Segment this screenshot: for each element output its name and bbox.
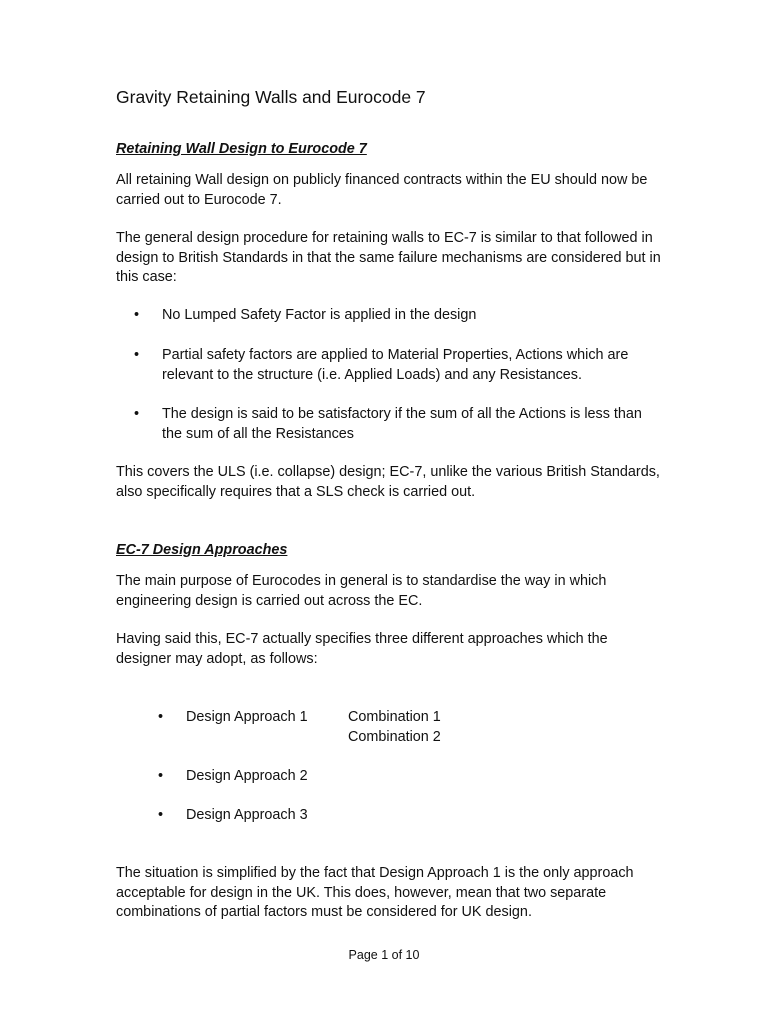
bullet-dot-icon: •: [134, 406, 140, 422]
paragraph-general-procedure: The general design procedure for retaining walls to EC-7 is similar to that followed in design to British Standards in that the same failure mechanisms are considered but in this case:: [116, 230, 661, 285]
bullet-text: No Lumped Safety Factor is applied in the design: [162, 307, 477, 323]
paragraph-uls-sls: This covers the ULS (i.e. collapse) design; EC-7, unlike the various British Standards, also specifically requires that a SLS check is carried out.: [116, 464, 660, 500]
bullet-dot-icon: •: [158, 768, 164, 784]
bullet-dot-icon: •: [134, 347, 140, 363]
design-approach-label: Design Approach 1: [186, 709, 308, 725]
combination-list: [348, 708, 441, 747]
combination-label: Combination 1: [348, 709, 441, 725]
section-heading-retaining-wall-design: Retaining Wall Design to Eurocode 7: [116, 141, 367, 157]
paragraph-eu-contracts: All retaining Wall design on publicly financed contracts within the EU should now be carried out to Eurocode 7.: [116, 172, 648, 208]
paragraph-eurocodes-purpose: The main purpose of Eurocodes in general is to standardise the way in which engineering design is carried out across the EC.: [116, 573, 607, 609]
design-approach-label: Design Approach 2: [186, 768, 308, 784]
paragraph-uk-design: The situation is simplified by the fact that Design Approach 1 is the only approach acceptable for design in the UK. This does, however, mean that two separate combinations of partial factors must be considered for UK design.: [116, 865, 634, 920]
paragraph-three-approaches: Having said this, EC-7 actually specifies three different approaches which the designer may adopt, as follows:: [116, 631, 608, 667]
bullet-dot-icon: •: [134, 307, 140, 323]
combination-label: Combination 2: [348, 728, 441, 745]
bullet-text: The design is said to be satisfactory if the sum of all the Actions is less than the sum of all the Resistances: [162, 406, 642, 442]
section-heading-design-approaches: EC-7 Design Approaches: [116, 542, 288, 558]
bullet-text: Partial safety factors are applied to Material Properties, Actions which are relevant to the structure (i.e. Applied Loads) and any Resistances.: [162, 347, 629, 383]
document-title: Gravity Retaining Walls and Eurocode 7: [116, 87, 426, 107]
bullet-dot-icon: •: [158, 709, 164, 725]
page-number: Page 1 of 10: [348, 948, 420, 962]
design-approach-label: Design Approach 3: [186, 807, 308, 823]
bullet-dot-icon: •: [158, 807, 164, 823]
